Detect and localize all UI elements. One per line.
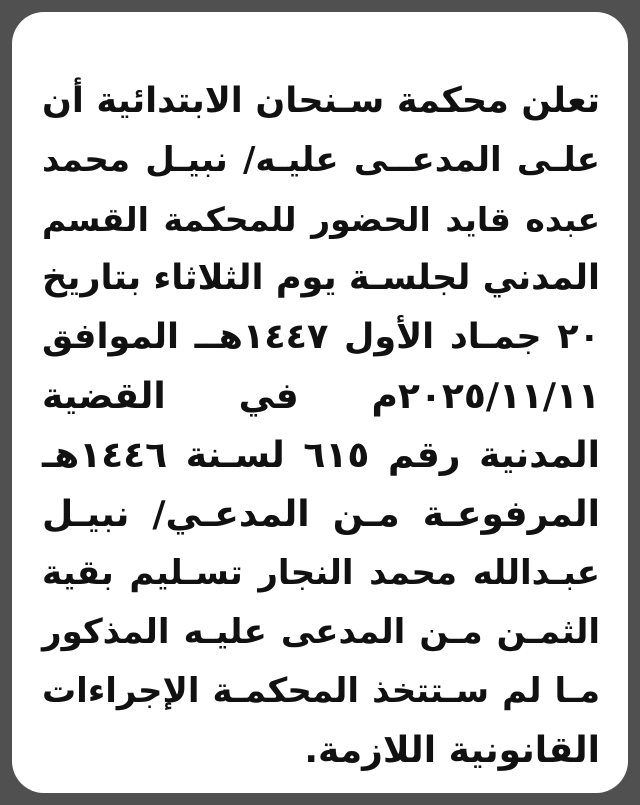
notice-line: المدنية رقم ٦١٥ لسـنة ١٤٤٦هـ	[42, 435, 600, 476]
notice-line: تعلن محكمة سـنحان الابتدائية أن	[42, 81, 600, 121]
notice-line: ٢٠ جمـاد الأول ١٤٤٧هــ الموافق	[42, 317, 600, 357]
notice-line: عبـدالله محمد النجار تسـليم بقية	[42, 553, 600, 593]
notice-line: عبده قايد الحضور للمحكمة القسم	[42, 200, 600, 239]
notice-line: علـى المدعــى عليـه/ نبيـل محمد	[42, 140, 600, 180]
notice-text	[42, 72, 600, 780]
notice-line: المدني لجلسـة يوم الثلاثاء بتاريخ	[42, 258, 600, 298]
notice-line: القانونية اللازمة.	[304, 730, 600, 771]
notice-card	[12, 12, 628, 793]
notice-line: المرفوعـة مـن المدعـي/ نبيـل	[42, 494, 600, 535]
notice-line: مـا لم سـتتخذ المحكمـة الإجراءات	[42, 671, 600, 711]
notice-line: الثمـن مـن المدعى عليـه المذكور	[42, 612, 600, 652]
notice-line: ٢٠٢٥/١١/١١م في القضية	[42, 376, 600, 417]
